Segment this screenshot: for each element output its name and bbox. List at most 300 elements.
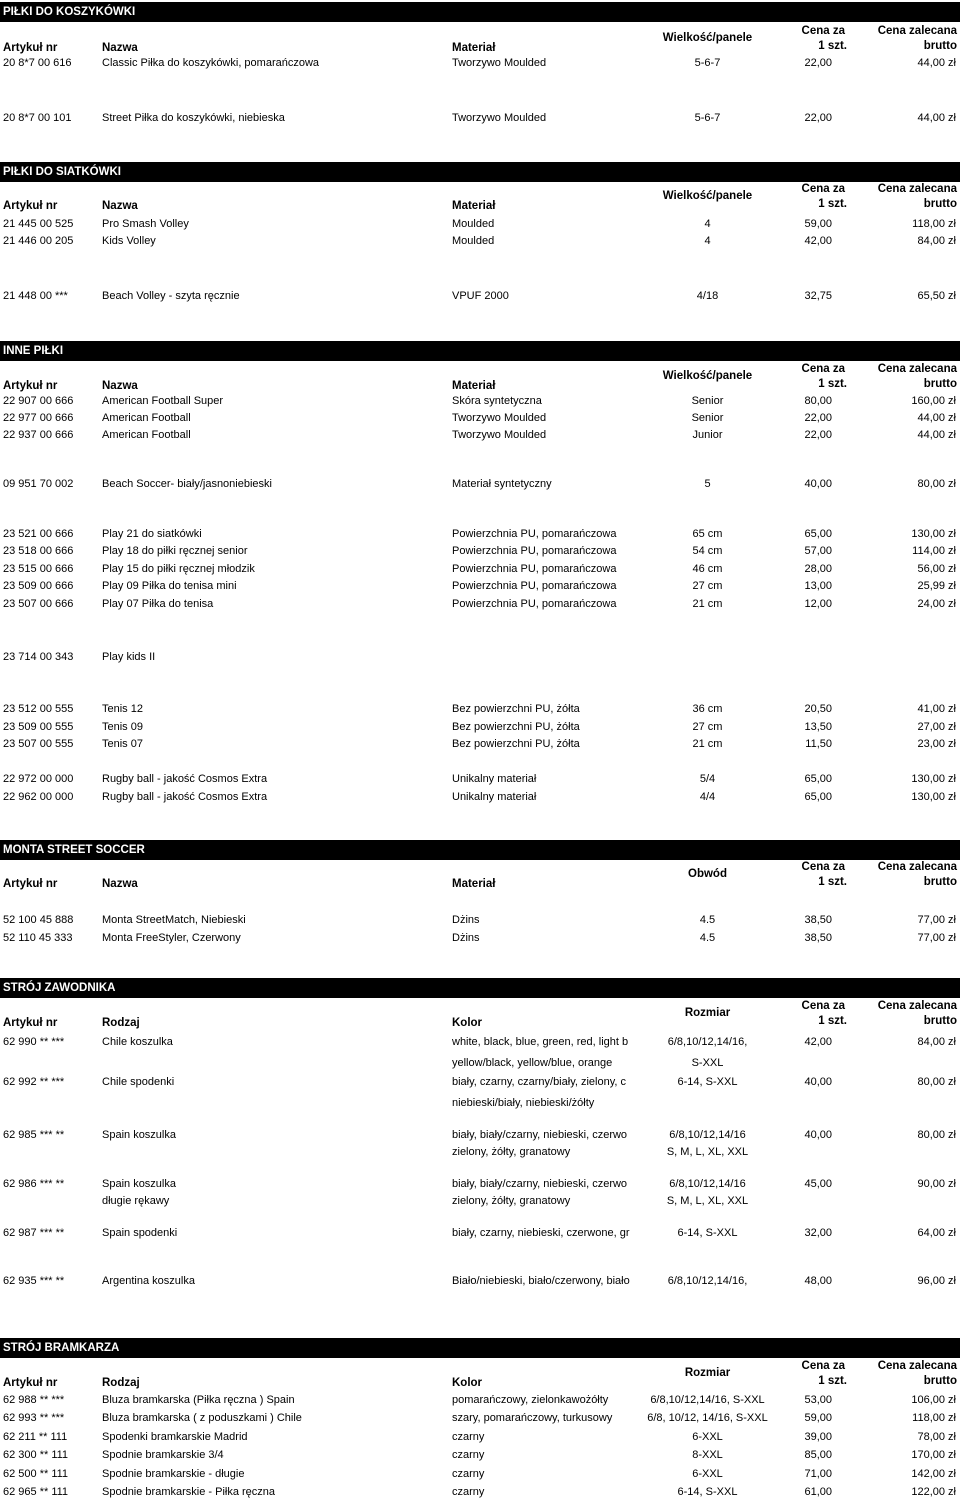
product-name: American Football bbox=[102, 412, 191, 424]
product-name: Beach Volley - szyta ręcznie bbox=[102, 290, 240, 302]
section-title-bar bbox=[0, 341, 960, 361]
size: 6/8,10/12,14/16, bbox=[667, 1275, 748, 1287]
material: Unikalny materiał bbox=[452, 773, 537, 785]
header-name: Nazwa bbox=[102, 380, 138, 392]
gross-price: 24,00 zł bbox=[917, 598, 956, 610]
header-gross-price-line1: Cena zalecana bbox=[877, 861, 957, 873]
unit-price: 38,50 bbox=[804, 914, 832, 926]
article-number: 22 972 00 000 bbox=[3, 773, 74, 785]
header-size: Rozmiar bbox=[684, 1367, 731, 1379]
header-material: Kolor bbox=[452, 1377, 483, 1389]
gross-price: 130,00 zł bbox=[911, 791, 956, 803]
header-article-number: Artykuł nr bbox=[3, 1017, 58, 1029]
unit-price: 65,00 bbox=[804, 528, 832, 540]
header-unit-price-line2: 1 szt. bbox=[818, 1015, 847, 1027]
size: 54 cm bbox=[692, 545, 723, 557]
header-size: Wielkość/panele bbox=[662, 190, 753, 202]
article-number: 21 445 00 525 bbox=[3, 218, 74, 230]
size: 6/8, 10/12, 14/16, S-XXL bbox=[647, 1412, 768, 1424]
unit-price: 12,00 bbox=[804, 598, 832, 610]
header-size: Wielkość/panele bbox=[662, 370, 753, 382]
article-number: 22 937 00 666 bbox=[3, 429, 74, 441]
article-number: 62 986 *** ** bbox=[3, 1178, 65, 1190]
gross-price: 84,00 zł bbox=[917, 1036, 956, 1048]
article-number: 62 993 ** *** bbox=[3, 1412, 65, 1424]
header-unit-price-line2: 1 szt. bbox=[818, 876, 847, 888]
article-number: 23 509 00 555 bbox=[3, 721, 74, 733]
table-row bbox=[0, 1275, 960, 1293]
gross-price: 90,00 zł bbox=[917, 1178, 956, 1190]
header-name: Rodzaj bbox=[102, 1017, 140, 1029]
material: biały, biały/czarny, niebieski, czerwo bbox=[452, 1129, 628, 1141]
header-unit-price-line1: Cena za bbox=[801, 183, 845, 195]
gross-price: 44,00 zł bbox=[917, 112, 956, 124]
gross-price: 41,00 zł bbox=[917, 703, 956, 715]
table-row bbox=[0, 1076, 960, 1094]
article-number: 23 518 00 666 bbox=[3, 545, 74, 557]
section-title-bar bbox=[0, 1338, 960, 1358]
article-number: 52 100 45 888 bbox=[3, 914, 74, 926]
header-gross-price-line2: brutto bbox=[923, 1015, 957, 1027]
table-row bbox=[0, 1036, 960, 1054]
table-row bbox=[0, 1146, 960, 1164]
table-row bbox=[0, 1129, 960, 1147]
header-gross-price-line1: Cena zalecana bbox=[877, 1000, 957, 1012]
header-material: Materiał bbox=[452, 878, 496, 890]
size: 27 cm bbox=[692, 721, 723, 733]
product-name: Play 07 Piłka do tenisa bbox=[102, 598, 214, 610]
size: 6-XXL bbox=[692, 1468, 723, 1480]
table-row bbox=[0, 791, 960, 809]
material: biały, czarny, niebieski, czerwone, gr bbox=[452, 1227, 630, 1239]
material: Bez powierzchni PU, żółta bbox=[452, 703, 580, 715]
unit-price: 65,00 bbox=[804, 773, 832, 785]
gross-price: 65,50 zł bbox=[917, 290, 956, 302]
material: Unikalny materiał bbox=[452, 791, 537, 803]
product-name: Tenis 07 bbox=[102, 738, 143, 750]
unit-price: 80,00 bbox=[804, 395, 832, 407]
header-material: Materiał bbox=[452, 380, 496, 392]
gross-price: 64,00 zł bbox=[917, 1227, 956, 1239]
header-article-number: Artykuł nr bbox=[3, 380, 58, 392]
table-row bbox=[0, 218, 960, 236]
article-number: 62 935 *** ** bbox=[3, 1275, 65, 1287]
gross-price: 56,00 zł bbox=[917, 563, 956, 575]
product-name: Spodenki bramkarskie Madrid bbox=[102, 1431, 248, 1443]
gross-price: 78,00 zł bbox=[917, 1431, 956, 1443]
gross-price: 118,00 zł bbox=[912, 218, 956, 230]
article-number: 09 951 70 002 bbox=[3, 478, 74, 490]
size: 21 cm bbox=[692, 738, 723, 750]
header-material: Materiał bbox=[452, 42, 496, 54]
header-unit-price-line1: Cena za bbox=[801, 861, 845, 873]
table-row bbox=[0, 1412, 960, 1430]
size: 6-14, S-XXL bbox=[677, 1076, 738, 1088]
article-number: 62 211 ** 111 bbox=[3, 1431, 68, 1443]
product-name: Tenis 12 bbox=[102, 703, 143, 715]
article-number: 21 448 00 *** bbox=[3, 290, 68, 302]
material: Tworzywo Moulded bbox=[452, 412, 547, 424]
gross-price: 27,00 zł bbox=[917, 721, 956, 733]
material: Moulded bbox=[452, 235, 495, 247]
header-gross-price-line2: brutto bbox=[923, 198, 957, 210]
size: 4.5 bbox=[699, 914, 716, 926]
column-header bbox=[0, 22, 960, 58]
product-name: Street Piłka do koszykówki, niebieska bbox=[102, 112, 285, 124]
product-name: Argentina koszulka bbox=[102, 1275, 195, 1287]
table-row bbox=[0, 395, 960, 413]
size: Senior bbox=[691, 395, 724, 407]
article-number: 23 515 00 666 bbox=[3, 563, 74, 575]
product-name: Play 15 do piłki ręcznej młodzik bbox=[102, 563, 255, 575]
article-number: 21 446 00 205 bbox=[3, 235, 74, 247]
header-unit-price-line1: Cena za bbox=[801, 363, 845, 375]
section-title: STRÓJ ZAWODNIKA bbox=[3, 982, 116, 994]
article-number: 62 990 ** *** bbox=[3, 1036, 65, 1048]
material: zielony, żółty, granatowy bbox=[452, 1146, 571, 1158]
unit-price: 40,00 bbox=[804, 478, 832, 490]
section-title-bar bbox=[0, 162, 960, 182]
material: Bez powierzchni PU, żółta bbox=[452, 738, 580, 750]
gross-price: 114,00 zł bbox=[912, 545, 956, 557]
table-row bbox=[0, 57, 960, 75]
size: 6-14, S-XXL bbox=[677, 1486, 738, 1498]
article-number: 62 300 ** 111 bbox=[3, 1449, 69, 1461]
unit-price: 57,00 bbox=[804, 545, 832, 557]
unit-price: 42,00 bbox=[804, 1036, 832, 1048]
header-unit-price-line2: 1 szt. bbox=[818, 198, 847, 210]
product-name: Play 21 do siatkówki bbox=[102, 528, 202, 540]
size: 6-14, S-XXL bbox=[677, 1227, 738, 1239]
header-name: Rodzaj bbox=[102, 1377, 140, 1389]
material: szary, pomarańczowy, turkusowy bbox=[452, 1412, 613, 1424]
size: 8-XXL bbox=[692, 1449, 723, 1461]
header-gross-price-line1: Cena zalecana bbox=[877, 1360, 957, 1372]
size: 4 bbox=[704, 218, 711, 230]
table-row bbox=[0, 1097, 960, 1115]
unit-price: 22,00 bbox=[804, 112, 832, 124]
header-gross-price-line2: brutto bbox=[923, 378, 957, 390]
unit-price: 65,00 bbox=[804, 791, 832, 803]
material: white, black, blue, green, red, light b bbox=[452, 1036, 629, 1048]
size: 27 cm bbox=[692, 580, 723, 592]
table-row bbox=[0, 545, 960, 563]
product-name: American Football Super bbox=[102, 395, 224, 407]
product-name: Spain koszulka bbox=[102, 1129, 176, 1141]
section-title: PIŁKI DO SIATKÓWKI bbox=[3, 166, 121, 178]
product-name: Spain spodenki bbox=[102, 1227, 178, 1239]
product-name: Rugby ball - jakość Cosmos Extra bbox=[102, 773, 268, 785]
product-name: Classic Piłka do koszykówki, pomarańczowa bbox=[102, 57, 320, 69]
product-name: Spodnie bramkarskie - długie bbox=[102, 1468, 245, 1480]
table-row bbox=[0, 1057, 960, 1075]
header-gross-price-line1: Cena zalecana bbox=[877, 183, 957, 195]
section-title: MONTA STREET SOCCER bbox=[3, 844, 145, 856]
table-row bbox=[0, 563, 960, 581]
header-article-number: Artykuł nr bbox=[3, 42, 58, 54]
unit-price: 42,00 bbox=[804, 235, 832, 247]
table-row bbox=[0, 112, 960, 130]
table-row bbox=[0, 773, 960, 791]
article-number: 22 977 00 666 bbox=[3, 412, 74, 424]
unit-price: 32,75 bbox=[804, 290, 832, 302]
product-name: długie rękawy bbox=[102, 1195, 170, 1207]
product-name: Spain koszulka bbox=[102, 1178, 176, 1190]
size: S, M, L, XL, XXL bbox=[666, 1195, 749, 1207]
header-unit-price-line2: 1 szt. bbox=[818, 40, 847, 52]
table-row bbox=[0, 580, 960, 598]
article-number: 23 507 00 666 bbox=[3, 598, 74, 610]
header-material: Kolor bbox=[452, 1017, 483, 1029]
size: 36 cm bbox=[692, 703, 723, 715]
size: Senior bbox=[691, 412, 724, 424]
product-name: Chile spodenki bbox=[102, 1076, 175, 1088]
unit-price: 40,00 bbox=[804, 1076, 832, 1088]
header-name: Nazwa bbox=[102, 42, 138, 54]
product-name: Spodnie bramkarskie 3/4 bbox=[102, 1449, 224, 1461]
material: czarny bbox=[452, 1468, 485, 1480]
product-name: Spodnie bramkarskie - Piłka ręczna bbox=[102, 1486, 276, 1498]
gross-price: 130,00 zł bbox=[911, 773, 956, 785]
size: Junior bbox=[692, 429, 723, 441]
unit-price: 45,00 bbox=[804, 1178, 832, 1190]
table-row bbox=[0, 721, 960, 739]
header-unit-price-line2: 1 szt. bbox=[818, 378, 847, 390]
gross-price: 77,00 zł bbox=[917, 932, 956, 944]
material: Tworzywo Moulded bbox=[452, 112, 547, 124]
product-name: Monta FreeStyler, Czerwony bbox=[102, 932, 241, 944]
product-name: Pro Smash Volley bbox=[102, 218, 189, 230]
material: yellow/black, yellow/blue, orange bbox=[452, 1057, 613, 1069]
table-row bbox=[0, 1178, 960, 1196]
table-row bbox=[0, 1449, 960, 1467]
material: Powierzchnia PU, pomarańczowa bbox=[452, 563, 617, 575]
gross-price: 80,00 zł bbox=[917, 478, 956, 490]
material: biały, czarny, czarny/biały, zielony, c bbox=[452, 1076, 627, 1088]
unit-price: 53,00 bbox=[804, 1394, 832, 1406]
table-row bbox=[0, 932, 960, 950]
unit-price: 71,00 bbox=[804, 1468, 832, 1480]
table-row bbox=[0, 1486, 960, 1504]
material: Materiał syntetyczny bbox=[452, 478, 552, 490]
header-size: Wielkość/panele bbox=[662, 32, 753, 44]
unit-price: 13,50 bbox=[804, 721, 832, 733]
size: 6/8,10/12,14/16 bbox=[669, 1178, 746, 1190]
header-unit-price-line1: Cena za bbox=[801, 1000, 845, 1012]
gross-price: 44,00 zł bbox=[917, 412, 956, 424]
header-size: Rozmiar bbox=[684, 1007, 731, 1019]
material: zielony, żółty, granatowy bbox=[452, 1195, 571, 1207]
article-number: 23 521 00 666 bbox=[3, 528, 74, 540]
article-number: 62 992 ** *** bbox=[3, 1076, 65, 1088]
size: 5-6-7 bbox=[694, 112, 721, 124]
material: czarny bbox=[452, 1449, 485, 1461]
size: 5/4 bbox=[699, 773, 716, 785]
header-article-number: Artykuł nr bbox=[3, 1377, 58, 1389]
size: 5 bbox=[704, 478, 711, 490]
size: 4/18 bbox=[696, 290, 719, 302]
article-number: 23 507 00 555 bbox=[3, 738, 74, 750]
table-row bbox=[0, 528, 960, 546]
section-title: INNE PIŁKI bbox=[3, 345, 64, 357]
size: 6/8,10/12,14/16, S-XXL bbox=[650, 1394, 765, 1406]
gross-price: 170,00 zł bbox=[911, 1449, 956, 1461]
material: Powierzchnia PU, pomarańczowa bbox=[452, 598, 617, 610]
gross-price: 23,00 zł bbox=[917, 738, 956, 750]
unit-price: 22,00 bbox=[804, 412, 832, 424]
unit-price: 32,00 bbox=[804, 1227, 832, 1239]
article-number: 23 509 00 666 bbox=[3, 580, 74, 592]
column-header bbox=[0, 858, 960, 894]
product-name: Play 18 do piłki ręcznej senior bbox=[102, 545, 248, 557]
size: 5-6-7 bbox=[694, 57, 721, 69]
table-row bbox=[0, 1227, 960, 1245]
product-name: Kids Volley bbox=[102, 235, 156, 247]
table-row bbox=[0, 235, 960, 253]
header-unit-price-line1: Cena za bbox=[801, 25, 845, 37]
column-header bbox=[0, 360, 960, 396]
gross-price: 160,00 zł bbox=[911, 395, 956, 407]
material: czarny bbox=[452, 1431, 485, 1443]
size: S-XXL bbox=[691, 1057, 724, 1069]
product-name: Play kids II bbox=[102, 651, 156, 663]
material: Powierzchnia PU, pomarańczowa bbox=[452, 580, 617, 592]
product-name: American Football bbox=[102, 429, 191, 441]
column-header bbox=[0, 1357, 960, 1393]
article-number: 22 962 00 000 bbox=[3, 791, 74, 803]
article-number: 52 110 45 333 bbox=[3, 932, 73, 944]
gross-price: 25,99 zł bbox=[917, 580, 956, 592]
size: 4/4 bbox=[699, 791, 716, 803]
header-unit-price-line2: 1 szt. bbox=[818, 1375, 847, 1387]
article-number: 20 8*7 00 616 bbox=[3, 57, 72, 69]
gross-price: 122,00 zł bbox=[911, 1486, 956, 1498]
material: Powierzchnia PU, pomarańczowa bbox=[452, 545, 617, 557]
header-size: Obwód bbox=[688, 868, 727, 880]
table-row bbox=[0, 598, 960, 616]
table-row bbox=[0, 429, 960, 447]
gross-price: 118,00 zł bbox=[912, 1412, 956, 1424]
table-row bbox=[0, 651, 960, 669]
table-row bbox=[0, 412, 960, 430]
table-row bbox=[0, 1431, 960, 1449]
material: czarny bbox=[452, 1486, 485, 1498]
section-title-bar bbox=[0, 840, 960, 860]
size: 21 cm bbox=[692, 598, 723, 610]
size: 4.5 bbox=[699, 932, 716, 944]
article-number: 62 500 ** 111 bbox=[3, 1468, 69, 1480]
unit-price: 11,50 bbox=[805, 738, 832, 750]
size: 4 bbox=[704, 235, 711, 247]
gross-price: 44,00 zł bbox=[917, 57, 956, 69]
material: Skóra syntetyczna bbox=[452, 395, 542, 407]
header-gross-price-line2: brutto bbox=[923, 1375, 957, 1387]
material: Powierzchnia PU, pomarańczowa bbox=[452, 528, 617, 540]
material: Dżins bbox=[452, 914, 480, 926]
unit-price: 85,00 bbox=[804, 1449, 832, 1461]
product-name: Bluza bramkarska (Piłka ręczna ) Spain bbox=[102, 1394, 295, 1406]
size: 6-XXL bbox=[692, 1431, 723, 1443]
unit-price: 61,00 bbox=[804, 1486, 832, 1498]
header-unit-price-line1: Cena za bbox=[801, 1360, 845, 1372]
column-header bbox=[0, 997, 960, 1033]
unit-price: 13,00 bbox=[804, 580, 832, 592]
size: 6/8,10/12,14/16, bbox=[667, 1036, 748, 1048]
material: Biało/niebieski, biało/czerwony, biało bbox=[452, 1275, 630, 1287]
table-row bbox=[0, 738, 960, 756]
table-row bbox=[0, 478, 960, 496]
gross-price: 142,00 zł bbox=[911, 1468, 956, 1480]
unit-price: 22,00 bbox=[804, 57, 832, 69]
table-row bbox=[0, 290, 960, 308]
article-number: 22 907 00 666 bbox=[3, 395, 74, 407]
header-article-number: Artykuł nr bbox=[3, 878, 58, 890]
size: S, M, L, XL, XXL bbox=[666, 1146, 749, 1158]
header-article-number: Artykuł nr bbox=[3, 200, 58, 212]
product-name: Chile koszulka bbox=[102, 1036, 173, 1048]
article-number: 23 714 00 343 bbox=[3, 651, 74, 663]
gross-price: 44,00 zł bbox=[917, 429, 956, 441]
unit-price: 59,00 bbox=[804, 218, 832, 230]
table-row bbox=[0, 1195, 960, 1213]
material: pomarańczowy, zielonkawożółty bbox=[452, 1394, 609, 1406]
size: 6/8,10/12,14/16 bbox=[669, 1129, 746, 1141]
product-name: Tenis 09 bbox=[102, 721, 143, 733]
material: Tworzywo Moulded bbox=[452, 429, 547, 441]
article-number: 62 965 ** 111 bbox=[3, 1486, 69, 1498]
material: Tworzywo Moulded bbox=[452, 57, 547, 69]
article-number: 62 985 *** ** bbox=[3, 1129, 65, 1141]
material: biały, biały/czarny, niebieski, czerwo bbox=[452, 1178, 628, 1190]
section-title: PIŁKI DO KOSZYKÓWKI bbox=[3, 6, 136, 18]
unit-price: 22,00 bbox=[804, 429, 832, 441]
article-number: 62 987 *** ** bbox=[3, 1227, 65, 1239]
gross-price: 130,00 zł bbox=[911, 528, 956, 540]
article-number: 62 988 ** *** bbox=[3, 1394, 65, 1406]
gross-price: 80,00 zł bbox=[917, 1129, 956, 1141]
table-row bbox=[0, 1468, 960, 1486]
unit-price: 28,00 bbox=[804, 563, 832, 575]
table-row bbox=[0, 703, 960, 721]
gross-price: 106,00 zł bbox=[911, 1394, 956, 1406]
gross-price: 96,00 zł bbox=[917, 1275, 956, 1287]
product-name: Beach Soccer- biały/jasnoniebieski bbox=[102, 478, 272, 490]
material: Moulded bbox=[452, 218, 495, 230]
column-header bbox=[0, 180, 960, 216]
unit-price: 20,50 bbox=[804, 703, 832, 715]
section-title-bar bbox=[0, 2, 960, 22]
gross-price: 84,00 zł bbox=[917, 235, 956, 247]
article-number: 23 512 00 555 bbox=[3, 703, 74, 715]
section-title: STRÓJ BRAMKARZA bbox=[3, 1342, 120, 1354]
material: Bez powierzchni PU, żółta bbox=[452, 721, 580, 733]
unit-price: 40,00 bbox=[804, 1129, 832, 1141]
header-name: Nazwa bbox=[102, 200, 138, 212]
article-number: 20 8*7 00 101 bbox=[3, 112, 72, 124]
material: niebieski/biały, niebieski/żółty bbox=[452, 1097, 595, 1109]
header-name: Nazwa bbox=[102, 878, 138, 890]
header-gross-price-line2: brutto bbox=[923, 40, 957, 52]
size: 65 cm bbox=[692, 528, 723, 540]
header-gross-price-line1: Cena zalecana bbox=[877, 25, 957, 37]
table-row bbox=[0, 1394, 960, 1412]
header-gross-price-line1: Cena zalecana bbox=[877, 363, 957, 375]
product-name: Bluza bramkarska ( z poduszkami ) Chile bbox=[102, 1412, 302, 1424]
gross-price: 80,00 zł bbox=[917, 1076, 956, 1088]
size: 46 cm bbox=[692, 563, 723, 575]
material: Dżins bbox=[452, 932, 480, 944]
section-title-bar bbox=[0, 978, 960, 998]
